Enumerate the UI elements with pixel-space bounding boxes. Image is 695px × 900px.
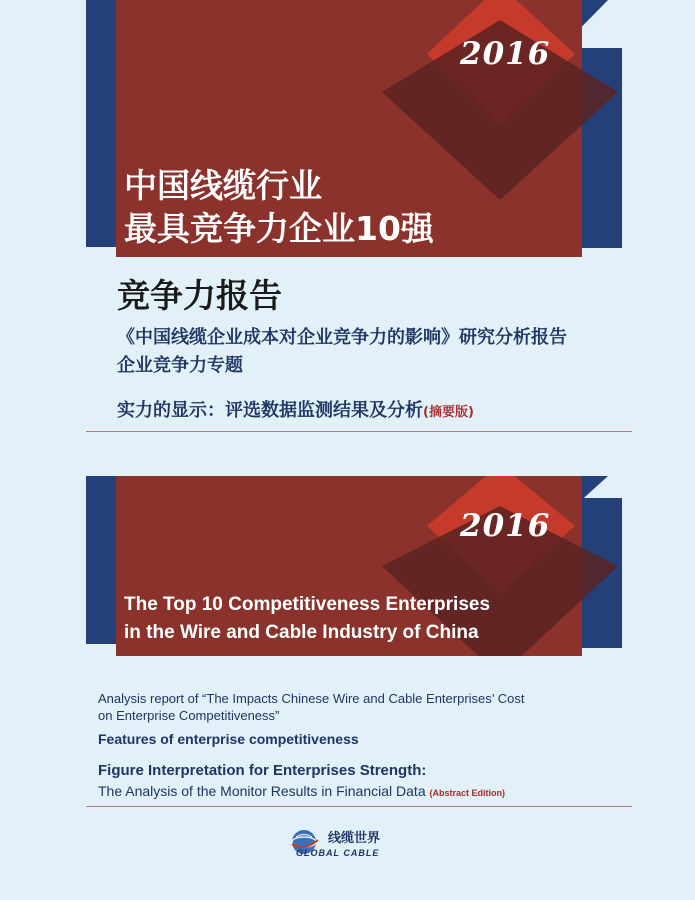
en-title-line1: The Top 10 Competitiveness Enterprises [124,594,491,615]
cn-heading: 竞争力报告 [117,276,282,315]
cn-analysis-line [117,396,474,422]
en-report-line1: Analysis report of “The Impacts Chinese Wire and Cable Enterprises’ Cost [98,691,525,706]
en-year: 2016 [460,508,551,544]
logo-cn: 线缆世界 [328,831,381,846]
cn-year: 2016 [460,36,551,72]
en-title-line2: in the Wire and Cable Industry of China [124,622,479,643]
cn-title-line2: 最具竞争力企业10强 [124,209,434,248]
en-banner [0,476,695,656]
en-edition: (Abstract Edition) [429,788,505,798]
en-report-line2: on Enterprise Competitiveness” [98,708,280,723]
cn-edition: (摘要版) [423,405,474,420]
cn-topic: 企业竞争力专题 [117,355,243,376]
cn-subtitle: 《中国线缆企业成本对企业竞争力的影响》研究分析报告 [117,327,567,348]
en-analysis: The Analysis of the Monitor Results in Financial Data [98,783,426,799]
en-figure-heading: Figure Interpretation for Enterprises Strength: [98,762,427,779]
global-cable-logo [288,826,408,862]
cn-banner [0,0,695,260]
cn-analysis: 实力的显示：评选数据监测结果及分析 [117,400,423,421]
cn-divider [86,431,632,432]
en-features: Features of enterprise competitiveness [98,731,359,747]
cn-title-line1: 中国线缆行业 [124,166,322,205]
en-analysis-line [98,783,505,799]
en-divider [86,806,632,807]
logo-en: GLOBAL CABLE [296,848,380,858]
